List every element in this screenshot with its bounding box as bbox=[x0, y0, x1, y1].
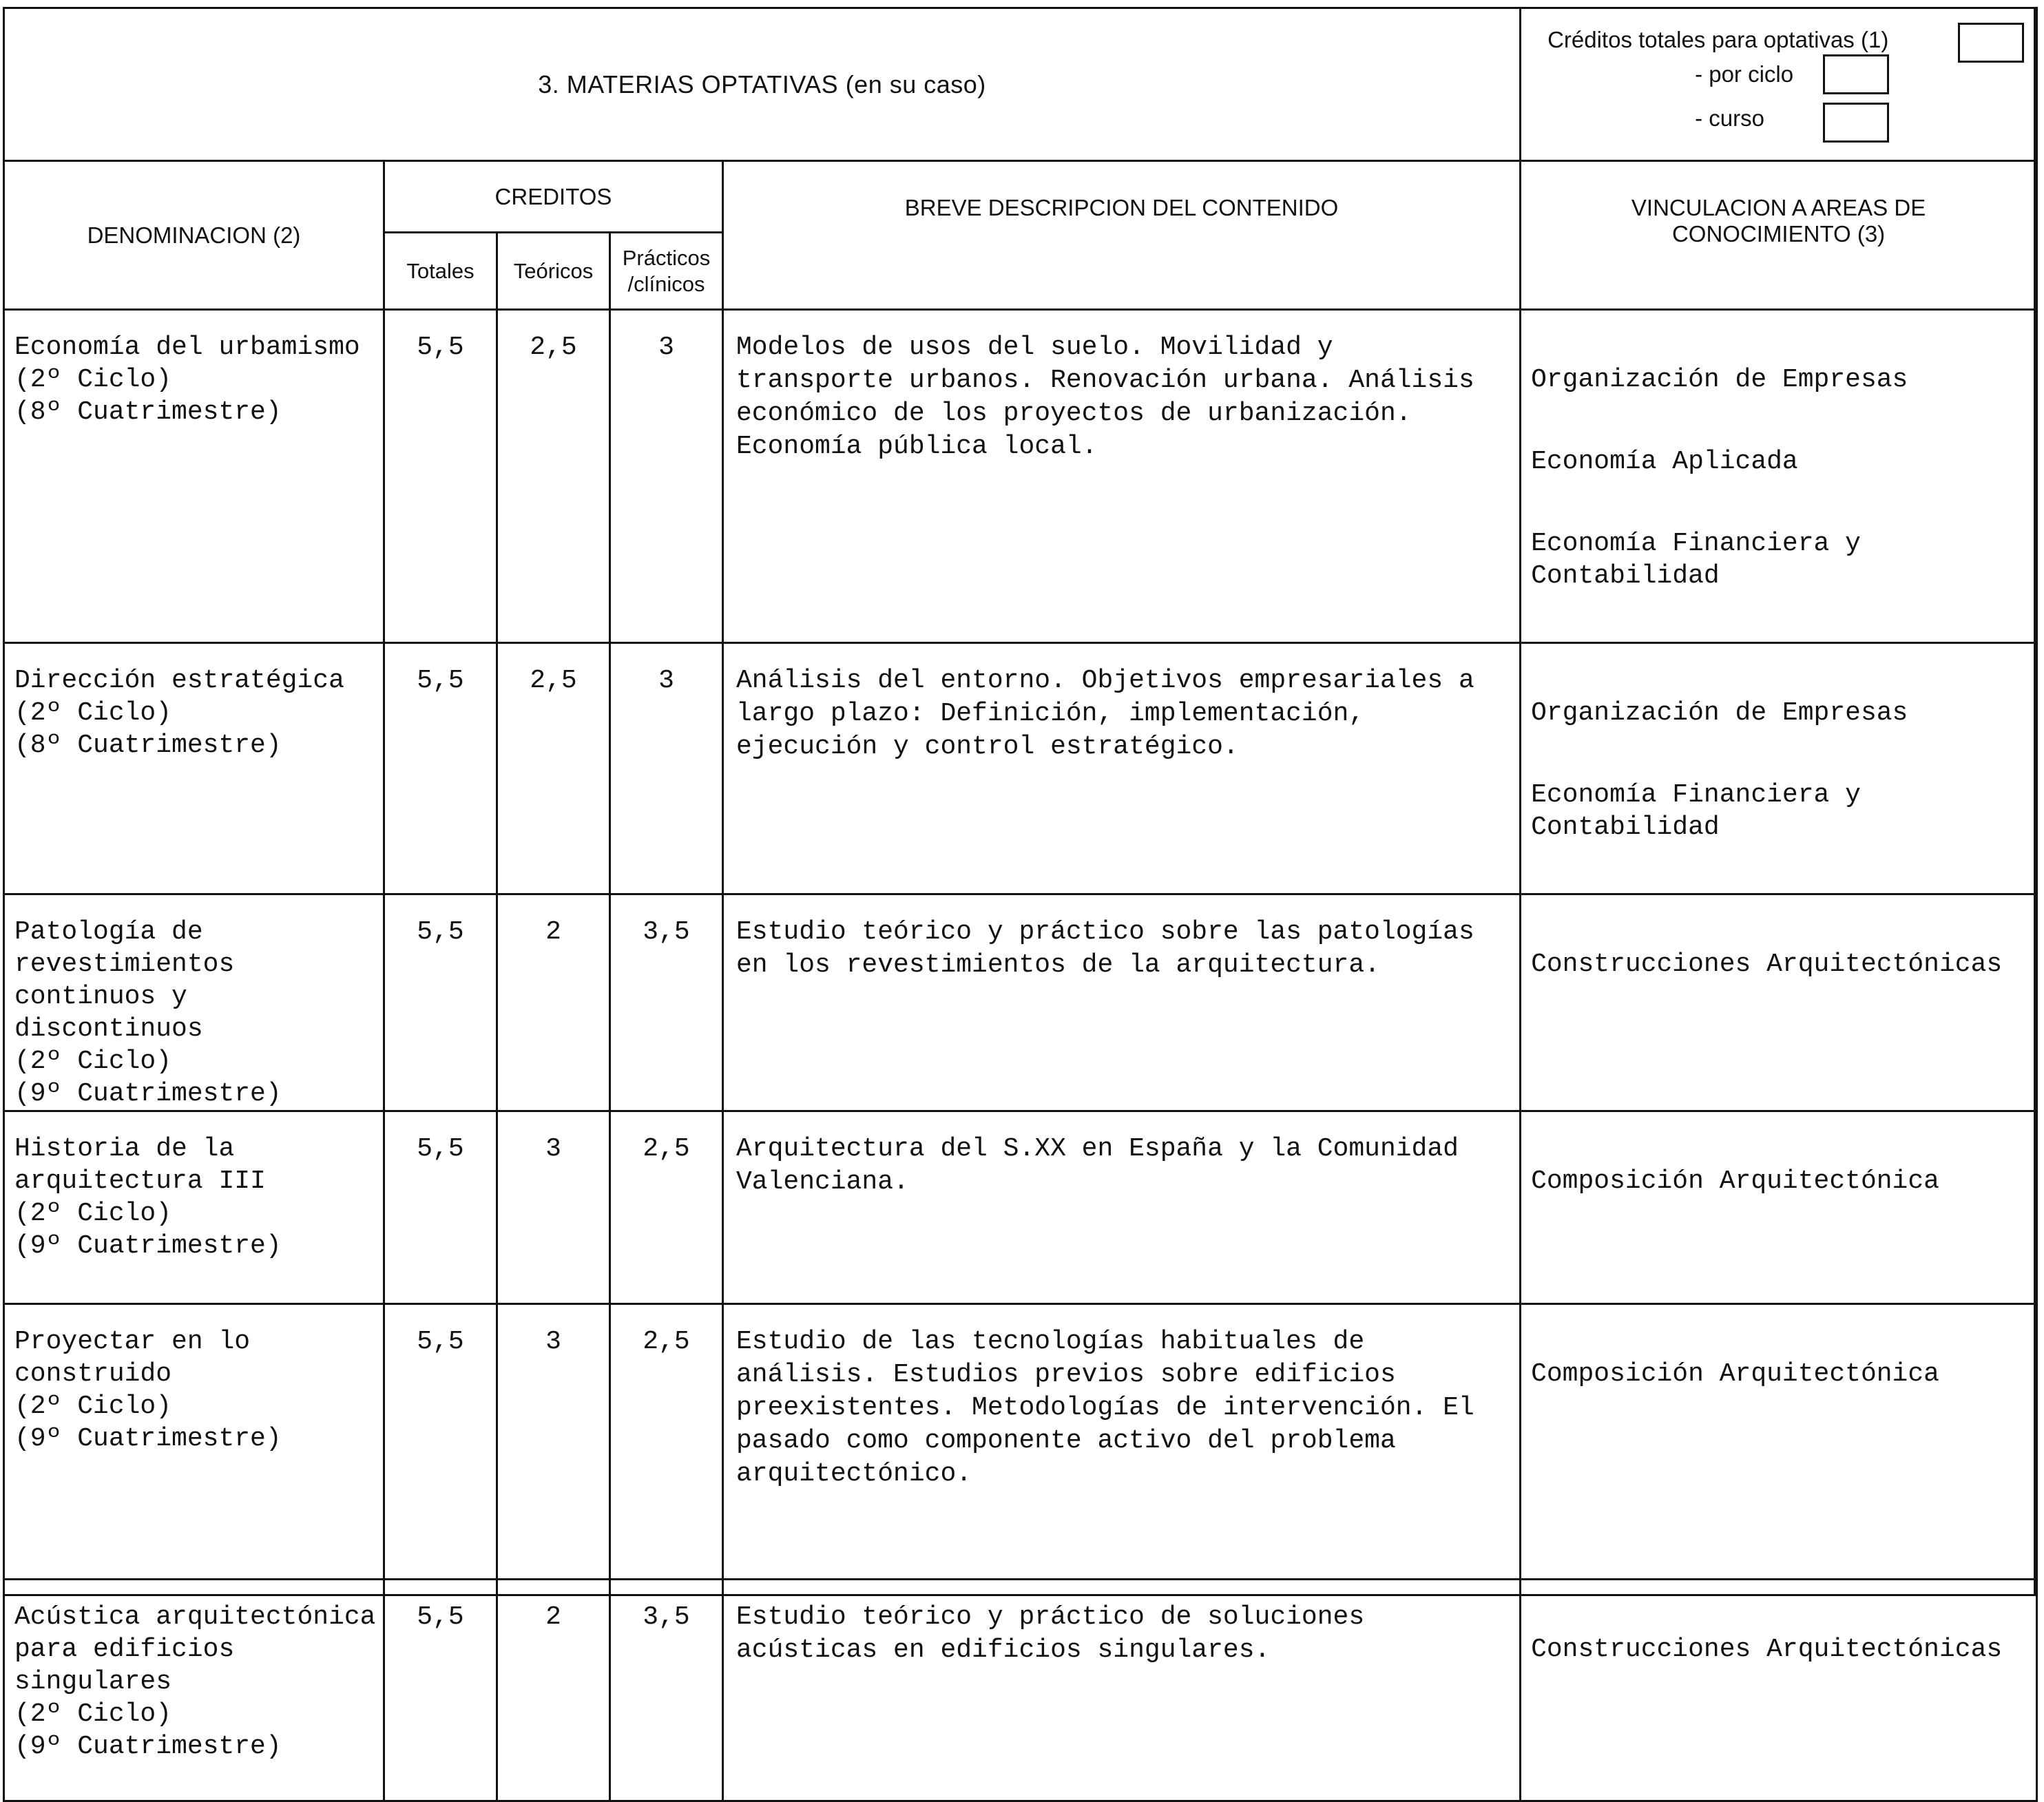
per-course-label: - curso bbox=[1695, 105, 1764, 131]
credits-totales: 5,5 bbox=[384, 643, 497, 894]
credits-totales: 5,5 bbox=[384, 1304, 497, 1580]
area-item: Composición Arquitectónica bbox=[1531, 1359, 1939, 1389]
credits-total-label: Créditos totales para optativas (1) bbox=[1547, 27, 1889, 52]
subject-name: Dirección estratégica (2º Ciclo) (8º Cuatrimestre) bbox=[4, 643, 384, 894]
subject-description: Arquitectura del S.XX en España y la Comunidad Valenciana. bbox=[723, 1111, 1521, 1304]
subject-name: Proyectar en lo construido (2º Ciclo) (9º Cuatrimestre) bbox=[4, 1304, 384, 1580]
table-row bbox=[4, 310, 2037, 643]
credits-totales: 5,5 bbox=[384, 1580, 497, 1801]
table-row bbox=[4, 1304, 2037, 1580]
area-item: Economía Financiera y Contabilidad bbox=[1531, 780, 1861, 842]
credits-teoricos: 2 bbox=[497, 1580, 610, 1801]
col-practicos: Prácticos /clínicos bbox=[610, 233, 723, 310]
area-item: Economía Aplicada bbox=[1531, 447, 1798, 476]
knowledge-areas bbox=[1521, 643, 2037, 894]
credits-summary bbox=[1521, 8, 2037, 161]
credits-totales: 5,5 bbox=[384, 1111, 497, 1304]
subject-name: Economía del urbamismo (2º Ciclo) (8º Cuatrimestre) bbox=[4, 310, 384, 643]
area-item: Composición Arquitectónica bbox=[1531, 1166, 1939, 1196]
credits-practicos: 3 bbox=[610, 643, 723, 894]
area-item: Construcciones Arquitectónicas bbox=[1531, 1635, 2003, 1664]
credits-practicos: 3,5 bbox=[610, 894, 723, 1111]
col-totales: Totales bbox=[384, 233, 497, 310]
col-vinculacion bbox=[1521, 161, 2037, 310]
credits-practicos: 3,5 bbox=[610, 1580, 723, 1801]
credits-practicos: 3 bbox=[610, 310, 723, 643]
subject-description: Estudio de las tecnologías habituales de análisis. Estudios previos sobre edificios preexistentes. Metodologías de intervención. El pasado como componente activo del problema arquitectónico. bbox=[723, 1304, 1521, 1580]
credits-total-box[interactable] bbox=[1958, 23, 2024, 63]
subject-description: Estudio teórico y práctico de soluciones acústicas en edificios singulares. bbox=[723, 1580, 1521, 1801]
table-row bbox=[4, 643, 2037, 894]
section-title: 3. MATERIAS OPTATIVAS (en su caso) bbox=[538, 70, 986, 98]
credits-practicos: 2,5 bbox=[610, 1304, 723, 1580]
col-vinculacion-label: VINCULACION A AREAS DE CONOCIMIENTO (3) bbox=[1631, 195, 1926, 247]
area-item: Economía Financiera y Contabilidad bbox=[1531, 529, 1861, 591]
subject-description: Modelos de usos del suelo. Movilidad y transporte urbanos. Renovación urbana. Análisis económico de los proyectos de urbanización. Economía pública local. bbox=[723, 310, 1521, 643]
credits-totales: 5,5 bbox=[384, 310, 497, 643]
credits-teoricos: 3 bbox=[497, 1111, 610, 1304]
col-creditos bbox=[384, 161, 723, 233]
subject-description: Estudio teórico y práctico sobre las patologías en los revestimientos de la arquitectura. bbox=[723, 894, 1521, 1111]
credits-teoricos: 2,5 bbox=[497, 643, 610, 894]
area-item: Organización de Empresas bbox=[1531, 698, 1908, 728]
area-item: Construcciones Arquitectónicas bbox=[1531, 950, 2003, 979]
credits-totales: 5,5 bbox=[384, 894, 497, 1111]
credits-teoricos: 2 bbox=[497, 894, 610, 1111]
per-course-box[interactable] bbox=[1823, 103, 1889, 143]
subject-name: Historia de la arquitectura III (2º Ciclo) (9º Cuatrimestre) bbox=[4, 1111, 384, 1304]
table-row bbox=[4, 1580, 2037, 1801]
table-row bbox=[4, 894, 2037, 1111]
optional-subjects-table bbox=[3, 7, 2038, 1802]
subject-name: Acústica arquitectónica para edificios singulares (2º Ciclo) (9º Cuatrimestre) bbox=[4, 1580, 384, 1801]
col-descripcion bbox=[723, 161, 1521, 310]
per-cycle-label: - por ciclo bbox=[1695, 61, 1794, 87]
credits-teoricos: 3 bbox=[497, 1304, 610, 1580]
knowledge-areas bbox=[1521, 1111, 2037, 1304]
knowledge-areas bbox=[1521, 1304, 2037, 1580]
table-row bbox=[4, 1111, 2037, 1304]
section-title-cell bbox=[4, 8, 1521, 161]
subject-description: Análisis del entorno. Objetivos empresariales a largo plazo: Definición, implementación, ejecución y control estratégico. bbox=[723, 643, 1521, 894]
knowledge-areas bbox=[1521, 1580, 2037, 1801]
knowledge-areas bbox=[1521, 310, 2037, 643]
per-cycle-box[interactable] bbox=[1823, 54, 1889, 94]
col-descripcion-label: BREVE DESCRIPCION DEL CONTENIDO bbox=[904, 195, 1339, 220]
knowledge-areas bbox=[1521, 894, 2037, 1111]
col-denominacion bbox=[4, 161, 384, 310]
subject-name: Patología de revestimientos continuos y discontinuos (2º Ciclo) (9º Cuatrimestre) bbox=[4, 894, 384, 1111]
col-creditos-label: CREDITOS bbox=[494, 183, 612, 209]
col-teoricos: Teóricos bbox=[497, 233, 610, 310]
col-denominacion-label: DENOMINACION (2) bbox=[87, 222, 301, 248]
credits-practicos: 2,5 bbox=[610, 1111, 723, 1304]
area-item: Organización de Empresas bbox=[1531, 365, 1908, 395]
credits-teoricos: 2,5 bbox=[497, 310, 610, 643]
